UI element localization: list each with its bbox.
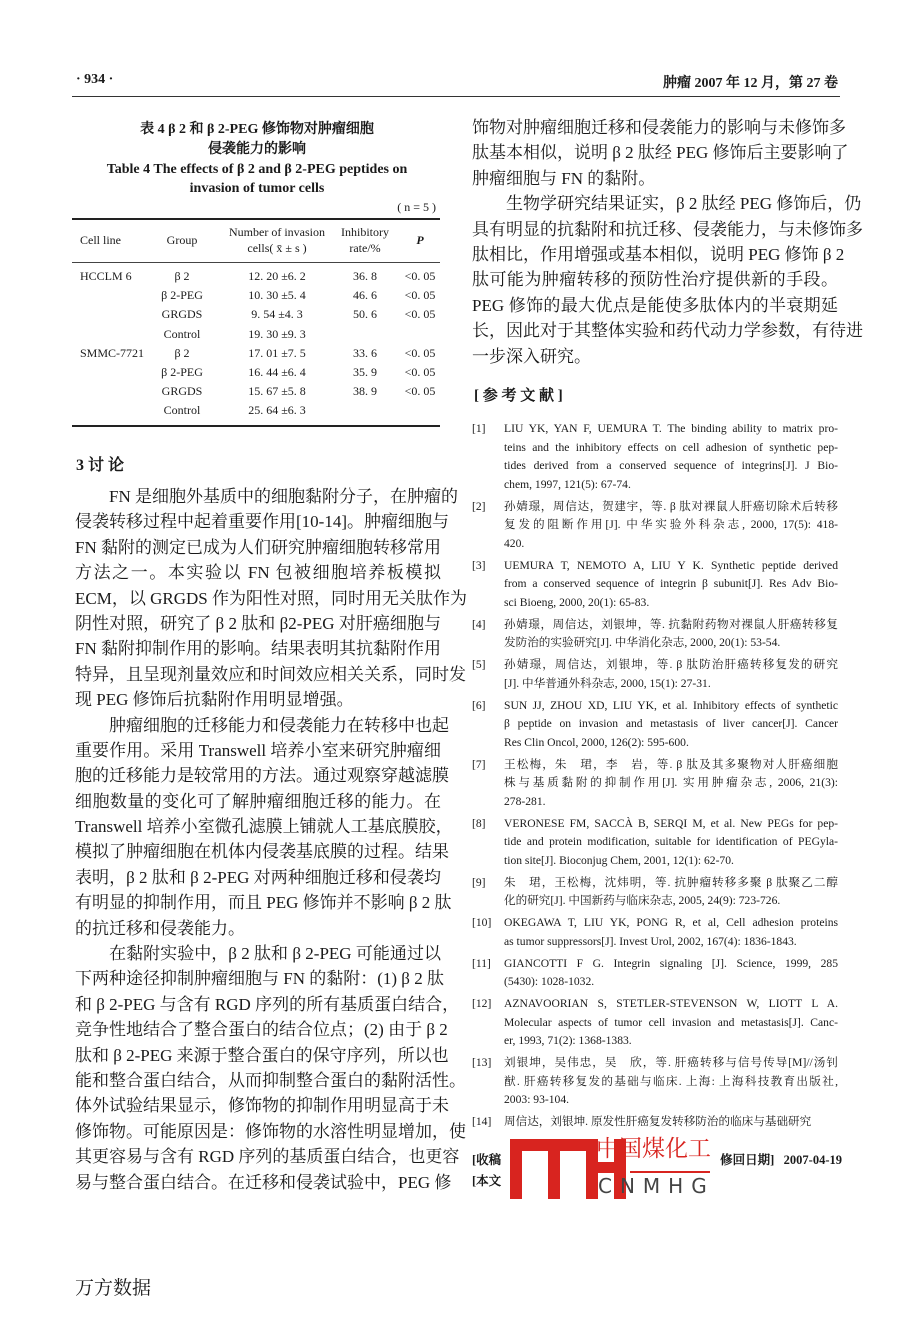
col-header-group: Group [166, 233, 198, 247]
reference-line: er, 1993, 71(2): 1368-1383. [504, 1034, 632, 1047]
table-cell: 25. 64 ±6. 3 [248, 403, 306, 418]
table-cell: 17. 01 ±7. 5 [248, 345, 306, 360]
table-body [72, 263, 440, 421]
table-cell: 50. 6 [353, 307, 377, 322]
reference-item [472, 756, 838, 812]
reference-line: 猷. 肝癌转移复发的基础与临床. 上海: 上海科技教育出版社, [504, 1074, 838, 1088]
text-line: 侵袭转移过程中起着重要作用[10-14]。肿瘤细胞与 [75, 512, 449, 532]
results-table [72, 218, 440, 427]
reference-line: 420. [504, 536, 525, 550]
reference-line: (5430): 1028-1032. [504, 975, 595, 988]
text-line: 阴性对照，研究了 β 2 肽和 β2-PEG 对肝癌细胞与 [75, 613, 441, 633]
reference-line: 发防治的实验研究[J]. 中华消化杂志, 2000, 20(1): 53-54. [504, 636, 781, 649]
reference-item [472, 697, 838, 753]
reference-number: [1] [472, 422, 486, 435]
header-rule [72, 96, 840, 97]
reference-item [472, 420, 838, 494]
table-title-en [72, 160, 442, 198]
table-cell: β 2-PEG [161, 288, 203, 303]
table-cell: Control [163, 326, 201, 341]
table-row [72, 344, 440, 363]
table-cell: 16. 44 ±6. 4 [248, 364, 306, 379]
text-line: 易与整合蛋白结合。在迁移和侵袭试验中，PEG 修 [75, 1172, 452, 1192]
text-line: 肽相比，作用增强或基本相似，说明 PEG 修饰 β 2 [472, 244, 845, 264]
text-line: 肽可能为肿瘤转移的预防性治疗提供新的手段。 [472, 270, 838, 290]
reference-number: [11] [472, 956, 491, 970]
table-row [72, 325, 440, 344]
reference-line: tion site[J]. Bioconjug Chem, 2001, 12(1): 62-70. [504, 853, 734, 867]
table-cell: Control [163, 403, 201, 418]
page-number: · 934 · [76, 72, 114, 87]
left-column-text [75, 484, 467, 1195]
reference-item [472, 557, 838, 613]
reference-line: GIANCOTTI F G. Integrin signaling [J]. Science, 1999, 285 [504, 956, 838, 970]
text-line: 竞争性地结合了整合蛋白的结合位点；(2) 由于 β 2 [75, 1020, 448, 1040]
reference-line: LIU YK, YAN F, UEMURA T. The binding ability to matrix pro- [504, 422, 838, 435]
watermark-cn: 中国煤化工 [596, 1136, 711, 1162]
reference-line: 复发的阻断作用[J]. 中华实验外科杂志, 2000, 17(5): 418- [504, 518, 838, 531]
reference-line: tides derived from a conserved sequence of integrins[J]. J Bio- [504, 459, 838, 472]
text-line: 的抗迁移和侵袭能力。 [75, 918, 245, 938]
text-line: 生物学研究结果证实，β 2 肽经 PEG 修饰后，仍 [472, 194, 862, 214]
table-row [72, 363, 440, 382]
text-line: 表明，β 2 肽和 β 2-PEG 对两种细胞迁移和侵袭均 [75, 867, 441, 887]
reference-line: 孙婧璟，周信达，贺建宇，等. β 肽对裸鼠人肝癌切除术后转移 [504, 499, 838, 513]
table-bottom-rule [72, 425, 440, 427]
table-cell: 10. 30 ±5. 4 [248, 288, 306, 303]
text-line: FN 黏附抑制作用的影响。结果表明其抗黏附作用 [75, 639, 441, 659]
reference-line: SUN JJ, ZHOU XD, LIU YK, et al. Inhibitory effects of synthetic [504, 698, 838, 712]
sample-size-note: ( n = 5 ) [397, 200, 436, 214]
reference-number: [2] [472, 499, 486, 513]
watermark-logo [510, 1136, 715, 1202]
table-cell: 12. 20 ±6. 2 [248, 269, 306, 283]
reference-line: Molecular aspects of tumor cell invasion and metastasis[J]. Canc- [504, 1015, 838, 1029]
reference-number: [13] [472, 1056, 492, 1069]
text-line: 方法之一。本实验以 FN 包被细胞培养板模拟 [75, 563, 441, 583]
reference-line: chem, 1997, 121(5): 67-74. [504, 477, 631, 491]
reference-line: β peptide on invasion and metastasis of liver cancer[J]. Cancer [504, 717, 838, 730]
col-header-line: cells( x̄ ± s ) [247, 241, 307, 255]
col-header-line: Inhibitory [341, 225, 389, 239]
reference-item [472, 815, 838, 871]
reference-item [472, 914, 838, 951]
text-line: 有明显的抑制作用，而且 PEG 修饰并不影响 β 2 肽 [75, 893, 452, 913]
table-cell: <0. 05 [404, 345, 436, 360]
text-line: 特异，且呈现剂量效应和时间效应相关关系，同时发 [75, 664, 466, 684]
table-header-row [72, 220, 440, 262]
text-line: 和 β 2-PEG 与含有 RGD 序列的所有基质蛋白结合， [75, 994, 460, 1014]
reference-line: sci Bioeng, 2000, 20(1): 65-83. [504, 595, 650, 609]
reference-number: [4] [472, 617, 486, 631]
table-title-cn-line: 侵袭能力的影响 [208, 142, 306, 157]
text-line: 具有明显的抗黏附和抗迁移、侵袭能力，与未修饰多 [472, 219, 863, 239]
table-cell: 33. 6 [353, 345, 377, 360]
table-row [72, 401, 440, 420]
table-cell: β 2 [174, 269, 190, 283]
paragraph [75, 941, 466, 1195]
reference-line: 株与基质黏附的抑制作用[J]. 实用肿瘤杂志, 2006, 21(3): [504, 776, 838, 789]
reference-line: as tumor suppressors[J]. Invest Urol, 2002, 167(4): 1836-1843. [504, 934, 797, 948]
text-line: FN 是细胞外基质中的细胞黏附分子，在肿瘤的 [75, 487, 458, 506]
text-line: 饰物对肿瘤细胞迁移和侵袭能力的影响与未修饰多 [472, 118, 846, 137]
table-row [72, 382, 440, 401]
reference-line: UEMURA T, NEMOTO A, LIU Y K. Synthetic peptide derived [504, 558, 838, 572]
reference-item [472, 656, 838, 693]
text-line: Transwell 培养小室微孔滤膜上铺就人工基底膜胶， [75, 817, 453, 837]
col-header-inhibitory [332, 224, 398, 256]
table-cell: 15. 67 ±5. 8 [248, 384, 306, 399]
reference-item [472, 995, 838, 1051]
running-header: 肿瘤 2007 年 12 月，第 27 卷 [663, 76, 838, 91]
text-line: 体外试验结果显示，修饰物的抑制作用明显高于未 [75, 1096, 449, 1116]
col-header-line: rate/% [349, 241, 381, 255]
table-cell: HCCLM 6 [80, 269, 132, 283]
table-row [72, 305, 440, 324]
reference-line: AZNAVOORIAN S, STETLER-STEVENSON W, LIOTT L A. [504, 997, 838, 1010]
table-cell: β 2-PEG [161, 364, 203, 379]
reference-line: 化的研究[J]. 中国新药与临床杂志, 2005, 24(9): 723-726. [504, 894, 781, 907]
paragraph [75, 484, 467, 713]
reference-line: 刘银坤，吴伟忠，吴 欣，等. 肝癌转移与信号传导[M]//汤钊 [504, 1056, 838, 1069]
table-cell: GRGDS [161, 307, 203, 322]
reference-line: OKEGAWA T, LIU YK, PONG R, et al, Cell adhesion proteins [504, 916, 838, 929]
table-title-cn [72, 118, 442, 158]
text-line: 长，因此对于其整体实验和药代动力学参数，有待进 [472, 321, 863, 341]
table-cell: 38. 9 [353, 384, 377, 399]
text-line: 一步深入研究。 [472, 346, 591, 366]
reference-item [472, 874, 838, 911]
reference-number: [12] [472, 997, 492, 1010]
reference-line: 孙婧璟，周信达，刘银坤，等. β 肽防治肝癌转移复发的研究 [504, 658, 838, 671]
reference-line: teins and the inhibitory effects on cell adhesion of synthetic pep- [504, 440, 838, 454]
table-cell: <0. 05 [404, 384, 436, 399]
table-cell: <0. 05 [404, 364, 436, 379]
text-line: 肿瘤细胞的迁移能力和侵袭能力在转移中也起 [75, 715, 449, 735]
col-header-line: Number of invasion [229, 225, 325, 239]
table-cell: 46. 6 [353, 288, 377, 303]
text-line: 重要作用。采用 Transwell 培养小室来研究肿瘤细 [75, 740, 441, 760]
reference-number: [8] [472, 816, 486, 830]
revised-date: 修回日期] 2007-04-19 [720, 1153, 842, 1167]
table-title-cn-line: 表 4 β 2 和 β 2-PEG 修饰物对肿瘤细胞 [140, 122, 374, 137]
reference-list [472, 420, 838, 1135]
text-line: 其更容易与含有 RGD 序列的基质蛋白结合，也更容 [75, 1147, 460, 1167]
col-header-p: P [416, 233, 424, 247]
right-column-text [472, 115, 863, 369]
reference-number: [6] [472, 698, 486, 712]
table-cell: β 2 [174, 345, 190, 360]
paragraph [472, 191, 863, 369]
reference-line: 2003: 93-104. [504, 1093, 570, 1106]
table-title-en-line: invasion of tumor cells [189, 181, 325, 196]
footer-source: 万方数据 [75, 1277, 152, 1299]
text-line: 修饰物。可能原因是：修饰物的水溶性明显增加，使 [75, 1121, 466, 1141]
text-line: 肽基本相似，说明 β 2 肽经 PEG 修饰后主要影响了 [472, 143, 849, 163]
reference-line: 278-281. [504, 794, 546, 808]
reference-line: Res Clin Oncol, 2000, 126(2): 595-600. [504, 735, 689, 749]
table-cell: 19. 30 ±9. 3 [248, 326, 306, 341]
table-title-en-line: Table 4 The effects of β 2 and β 2-PEG peptides on [106, 162, 408, 177]
reference-line: 王松梅，朱 珺，李 岩，等. β 肽及其多聚物对人肝癌细胞 [504, 757, 838, 771]
article-note: [本文 [472, 1174, 502, 1188]
reference-line: 朱 珺，王松梅，沈炜明，等. 抗肿瘤转移多聚 β 肽聚乙二醇 [504, 875, 838, 889]
reference-item [472, 1054, 838, 1110]
table-cell: 9. 54 ±4. 3 [251, 307, 303, 322]
table-cell: GRGDS [161, 384, 203, 399]
text-line: 能和整合蛋白结合，从而抑制整合蛋白的黏附活性。 [75, 1070, 466, 1090]
text-line: 细胞数量的变化可了解肿瘤细胞迁移的能力。在 [75, 791, 441, 811]
paragraph [472, 115, 849, 191]
reference-number: [3] [472, 558, 486, 572]
reference-line: from a conserved sequence of integrin β subunit[J]. Res Adv Bio- [504, 577, 838, 590]
text-line: ECM，以 GRGDS 作为阳性对照，同时用无关肽作为 [75, 588, 467, 608]
watermark-en: CNMHG [598, 1174, 715, 1198]
section-heading: 3 讨 论 [76, 457, 125, 474]
paragraph [75, 713, 453, 942]
table-cell: <0. 05 [404, 307, 436, 322]
reference-number: [14] [472, 1115, 492, 1128]
reference-line: VERONESE FM, SACCÀ B, SERQI M, et al. New PEGs for pep- [504, 816, 838, 830]
reference-number: [10] [472, 916, 492, 929]
reference-line: 周信达，刘银坤. 原发性肝癌复发转移防治的临床与基础研究 [504, 1115, 812, 1128]
reference-number: [7] [472, 757, 486, 771]
text-line: FN 黏附的测定已成为人们研究肿瘤细胞转移常用 [75, 537, 441, 557]
text-line: PEG 修饰的最大优点是能使多肽体内的半衰期延 [472, 295, 838, 315]
col-header-cell-line: Cell line [80, 233, 121, 247]
reference-item [472, 498, 838, 554]
references-heading: [ 参 考 文 献 ] [474, 388, 563, 404]
reference-item [472, 955, 838, 992]
received-date-label: [收稿 [472, 1153, 502, 1167]
col-header-invasion [222, 224, 332, 256]
text-line: 现 PEG 修饰后抗黏附作用明显增强。 [75, 690, 354, 710]
reference-line: 孙婧璟，周信达，刘银坤，等. 抗黏附药物对裸鼠人肝癌转移复 [504, 617, 838, 631]
reference-line: tide and protein modification, suitable for identification of PEGyla- [504, 835, 838, 848]
reference-item [472, 1113, 838, 1132]
reference-number: [5] [472, 658, 486, 671]
reference-item [472, 616, 838, 653]
text-line: 肽和 β 2-PEG 来源于整合蛋白的保守序列，所以也 [75, 1045, 449, 1065]
table-cell: 36. 8 [353, 269, 377, 283]
table-row [72, 267, 440, 286]
text-line: 下两种途径抑制肿瘤细胞与 FN 的黏附：(1) β 2 肽 [75, 969, 444, 989]
text-line: 模拟了肿瘤细胞在机体内侵袭基底膜的过程。结果 [75, 842, 449, 862]
text-line: 在黏附实验中，β 2 肽和 β 2-PEG 可能通过以 [75, 944, 441, 964]
text-line: 肿瘤细胞与 FN 的黏附。 [472, 168, 656, 188]
table-row [72, 286, 440, 305]
table-cell: SMMC-7721 [80, 345, 145, 360]
text-line: 胞的迁移能力是较常用的方法。通过观察穿越滤膜 [75, 766, 449, 786]
table-cell: <0. 05 [404, 269, 436, 283]
reference-line: [J]. 中华普通外科杂志, 2000, 15(1): 27-31. [504, 676, 711, 690]
table-cell: <0. 05 [404, 288, 436, 303]
reference-number: [9] [472, 875, 486, 889]
table-cell: 35. 9 [353, 364, 377, 379]
